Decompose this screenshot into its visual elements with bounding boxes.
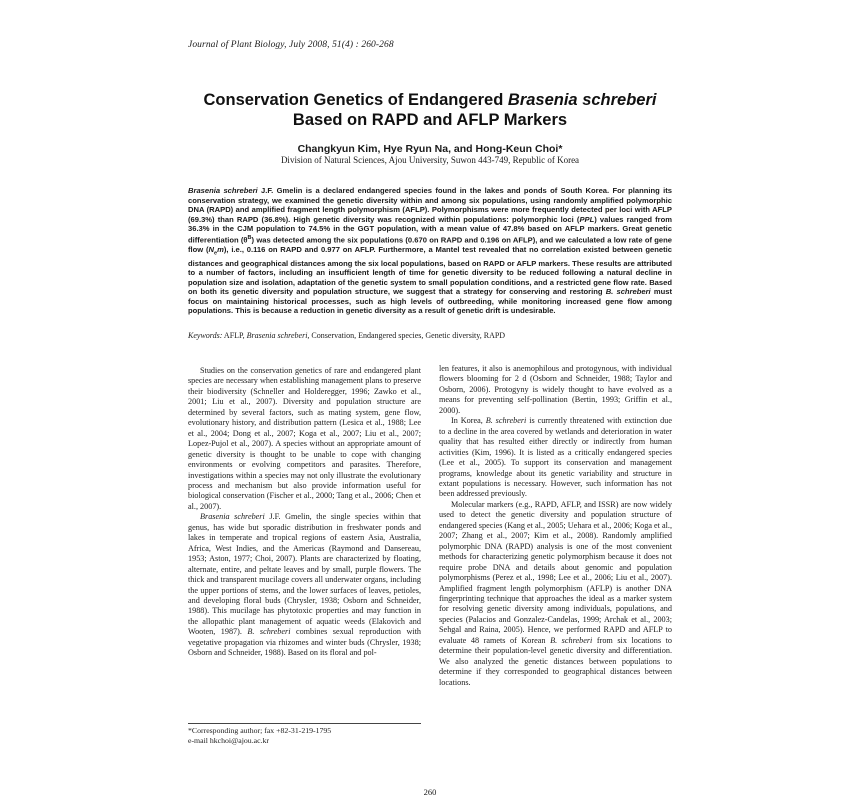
- footnote-divider: [188, 723, 421, 724]
- journal-citation: Journal of Plant Biology, July 2008, 51(4) : 260-268: [188, 40, 394, 50]
- paragraph-text: Molecular markers (e.g., RAPD, AFLP, and ISSR) are now widely used to detect the genetic diversity and population structure of endangered species (Kang et al., 2005; Uehara et al., 2006; Koga et al., 2007; Zhang et al., 2007; Kim et al., 2008). Randomly amplified polymorphic DNA (RAPD) analysis is one of the most convenient methods for characterizing genetic polymorphism because it does not require probe DNA and details about genomic and population polymorphisms (Perez et al., 1998; Lee et al., 2006; Liu et al., 2007). Amplified fragment length polymorphism (AFLP) is another DNA fingerprinting technique that approaches the ideal as a marker system for resolving genetic diversity among individuals, populations, and species (Palacios and Gonzalez-Candelas, 1999; Archak et al., 2003; Sehgal and Raina, 2005). Hence, we performed RAPD and AFLP to evaluate 48 ramets of Korean: [439, 499, 672, 645]
- keywords: [188, 331, 672, 341]
- abstract-m: m: [217, 244, 224, 254]
- corresponding-author-footnote: [188, 726, 428, 745]
- abstract-text-3: ) was detected among the six populations (0.670 on RAPD and 0.196 on AFLP), and we calculated a low rate of gene flow (: [188, 235, 672, 254]
- abstract-ne: N: [208, 244, 215, 254]
- paragraph-text: combines sexual reproduction with vegetative propagation via rhizomes and winter buds (Chrysler, 1938; Osborn and Schneider, 1988). Based on its floral and pol-: [188, 627, 421, 658]
- abstract-text-5: must focus on maintaining historical processes, such as high levels of outbreeding, while monitoring increased gene flow among populations. This is because a reduction in genetic diversity as a result of genetic drift is undesirable.: [188, 287, 672, 316]
- species-name: B. schreberi: [247, 627, 291, 637]
- abstract-theta-sup: B: [247, 234, 252, 241]
- title-species-name: Brasenia schreberi: [507, 91, 657, 109]
- keywords-species: Brasenia schreberi: [246, 331, 308, 340]
- abstract-ne-sub: e: [214, 250, 218, 257]
- title-line2-text: Based on RAPD and AFLP Markers: [292, 111, 568, 129]
- keywords-text-2: , Conservation, Endangered species, Genetic diversity, RAPD: [307, 331, 506, 340]
- abstract-text-4: ), i.e., 0.116 on RAPD and 0.977 on AFLP. Furthermore, a Mantel test revealed that no correlation existed between genetic distances and geographical distances among the six local populations, based on RAPD or AFLP markers. These results are attributed to a number of factors, including an insufficient length of time for genetic diversity to be reduced following a natural decline in population size and isolation, adaptation of the genetic system to small population conditions, and a restricted gene flow rate. Based on both its genetic diversity and population structure, we suggest that a strategy for conserving and restoring: [188, 244, 673, 297]
- paragraph-text: is currently threatened with extinction due to a decline in the area covered by wetlands and deterioration in water quality that has resulted either directly or indirectly from human activities (Kim, 1996). It is listed as a critically endangered species (Lee et al., 2005). To support its conservation and management programs, knowledge about its genetic variability and structure in extant populations is necessary. However, such information has not been addressed previously.: [439, 416, 673, 499]
- abstract-text-2: ) values ranged from 36.3% in the CJM population to 74.5% in the GGT population, with a mean value of 47.8% based on AFLP markers. Great genetic differentiation (θ: [188, 214, 672, 245]
- paragraph: [439, 416, 672, 500]
- paragraph: [439, 500, 672, 688]
- page-number: 260: [423, 787, 437, 797]
- title-line1-text: Conservation Genetics of Endangered: [203, 91, 508, 109]
- keywords-label: Keywords:: [188, 331, 223, 340]
- abstract: [188, 186, 672, 316]
- abstract-species-short: B. schreberi: [605, 287, 651, 297]
- body-column-left: [188, 366, 421, 659]
- footnote-fax: *Corresponding author; fax +82-31-219-1795: [188, 726, 332, 735]
- author-list: Changkyun Kim, Hye Ryun Na, and Hong-Keun Choi*: [297, 143, 563, 155]
- paper-title: [188, 90, 672, 130]
- paragraph: Studies on the conservation genetics of rare and endangered plant species are necessary when establishing management plans to preserve their biodiversity (Schneller and Holderegger, 1996; Zawko et al., 2001; Liu et al., 2007). Diversity and population structure are determined by several factors, such as mating system, gene flow, evolutionary history, and distribution pattern (Lesica et al., 1988; Lee et al., 2004; Dong et al., 2007; Koga et al., 2007; Liu et al., 2007; Lopez-Pujol et al., 2007). A species without an appropriate amount of genetic diversity is thought to be unable to cope with changing environments or evolving competitors and parasites. Therefore, investigations within a species may not only illustrate the evolutionary process and mechanism but also provide information useful for biological conservation (Fischer et al., 2000; Tang et al., 2006; Chen et al., 2007).: [188, 366, 421, 511]
- paragraph-text: In Korea,: [451, 416, 486, 426]
- footnote-email: e-mail hkchoi@ajou.ac.kr: [188, 735, 270, 745]
- species-name: Brasenia schreberi: [200, 512, 265, 522]
- paragraph: [188, 512, 421, 658]
- paragraph: len features, it also is anemophilous and protogynous, with individual flowers blooming for 2 d (Osborn and Schneider, 1988; Taylor and Osborn, 2006). Protogyny is widely thought to have evolved as a means for preventing self-pollination (Bertin, 1993; Griffin et al., 2000).: [439, 364, 672, 415]
- paragraph-text: from six locations to determine their population-level genetic diversity and differentiation. We also analyzed the genetic distances between populations to determine if they corresponded to geographical distances between locations.: [439, 635, 672, 687]
- author-affiliation: Division of Natural Sciences, Ajou University, Suwon 443-749, Republic of Korea: [280, 155, 580, 165]
- abstract-species: Brasenia schreberi: [188, 186, 258, 195]
- abstract-ppl: PPL: [579, 214, 595, 224]
- paragraph-text: J.F. Gmelin, the single species within that genus, has wide but sporadic distribution in freshwater ponds and lakes in temperate and tropical regions of eastern Asia, Australia, Africa, West Indies, and the Americas (Raymond and Dansereau, 1953; Aston, 1977; Choi, 2007). Plants are characterized by floating, alternate, entire, and peltate leaves and by small, purple flowers. The thick and transparent mucilage covers all underwater organs, including the upper portions of stems, and the lower surfaces of leaves, petioles, and developing floral buds (Chrysler, 1938; Osborn and Schneider, 1988). This mucilage has phytotoxic properties and may function in the allopathic plant management of aquatic weeds (Elakovich and Wooten, 1987).: [188, 512, 421, 637]
- species-name: B. schreberi: [485, 416, 527, 426]
- body-column-right: [439, 364, 672, 688]
- species-name: B. schreberi: [550, 635, 593, 645]
- abstract-text-1: J.F. Gmelin is a declared endangered species found in the lakes and ponds of South Korea. For planning its conservation strategy, we examined the genetic diversity within and among six populations, using randomly amplified polymorphic DNA (RAPD) and amplified fragment length polymorphism (AFLP). Polymorphisms were more frequently detected per loci with AFLP (69.3%) than RAPD (36.8%). High genetic diversity was recognized within populations: polymorphic loci (: [188, 186, 672, 224]
- keywords-text-1: AFLP,: [222, 331, 247, 340]
